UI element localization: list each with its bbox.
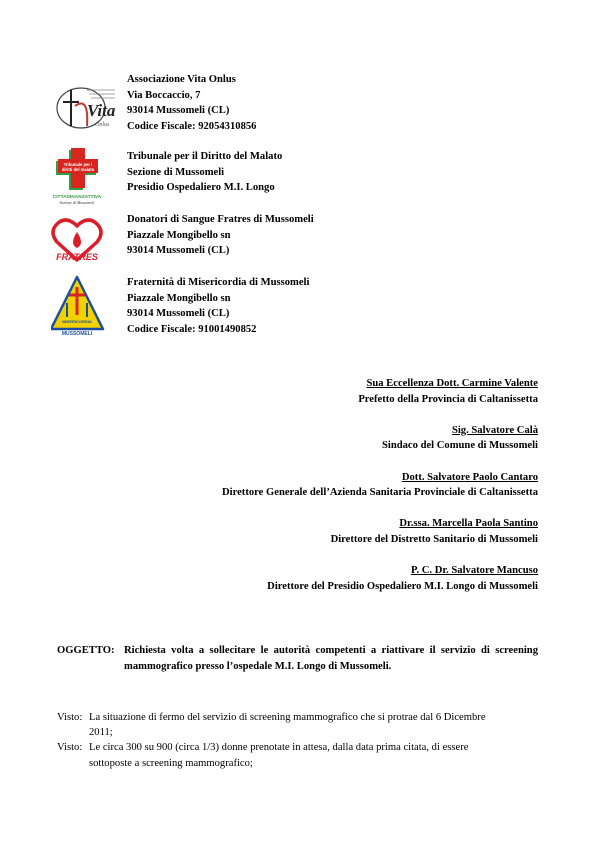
sender-vita-onlus <box>51 72 351 136</box>
addressee <box>222 516 538 547</box>
sender-section: Sezione di Mussomeli <box>127 166 225 178</box>
addressee-name: Dott. Salvatore Paolo Cantaro <box>401 471 538 483</box>
consideration-text: Le circa 300 su 900 (circa 1/3) donne prenotate in attesa, dalla data prima citata, di essere sottoposte a screening mammografico; <box>89 742 469 769</box>
addressee <box>222 376 538 407</box>
sender-lines <box>127 275 309 337</box>
sender-address: Piazzale Mongibello sn <box>127 229 231 241</box>
sender-fratres <box>51 212 351 262</box>
consideration-item <box>57 740 538 770</box>
addressee-role: Direttore del Distretto Sanitario di Mussomeli <box>330 533 538 545</box>
sender-hospital: Presidio Ospedaliero M.I. Longo <box>127 182 275 194</box>
tdm-logo-line1: Tribunale per i <box>63 162 93 167</box>
addressee-name: Sua Eccellenza Dott. Carmine Valente <box>366 378 538 389</box>
misericordia-logo-line2: MUSSOMELI <box>61 331 93 337</box>
fratres-logo-text: FRATRES <box>56 252 98 262</box>
addressee-role: Sindaco del Comune di Mussomeli <box>382 440 538 452</box>
addressee-role: Direttore Generale dell’Azienda Sanitaria Provinciale di Caltanissetta <box>221 487 538 499</box>
vita-onlus-logo <box>51 76 123 138</box>
sender-tax-code: Codice Fiscale: 92054310856 <box>127 120 257 132</box>
sender-city: 93014 Mussomeli (CL) <box>127 308 230 320</box>
sender-address: Via Boccaccio, 7 <box>127 89 201 101</box>
sender-city: 93014 Mussomeli (CL) <box>127 245 230 257</box>
sender-name: Associazione Vita Onlus <box>127 74 236 85</box>
subject-block <box>57 643 538 674</box>
sender-lines <box>127 212 314 259</box>
cittadinanzattiva-logo <box>51 146 123 206</box>
sender-address: Piazzale Mongibello sn <box>127 292 231 304</box>
sender-tribunale-diritto-malato <box>51 149 351 209</box>
misericordia-logo-line1: MISERICORDIA <box>62 319 92 324</box>
consideration-label: Visto: <box>57 712 83 723</box>
sender-name: Donatori di Sangue Fratres di Mussomeli <box>127 214 314 225</box>
sender-name: Fraternità di Misericordia di Mussomeli <box>127 277 310 288</box>
tdm-logo-line4: Sezione di Mussomeli <box>59 200 95 205</box>
fratres-logo <box>51 214 123 264</box>
vita-logo-text: Vita <box>87 101 116 120</box>
consideration-text: La situazione di fermo del servizio di screening mammografico che si protrae dal 6 Dicembre 2011; <box>89 712 486 739</box>
addressee-name: Sig. Salvatore Calà <box>451 424 538 436</box>
consideration-item <box>57 710 538 740</box>
sender-city: 93014 Mussomeli (CL) <box>127 105 230 117</box>
tdm-logo-line2: diritti del malato <box>61 167 95 172</box>
onlus-logo-text: Onlus <box>95 122 110 128</box>
misericordia-logo <box>51 275 123 337</box>
sender-name: Tribunale per il Diritto del Malato <box>127 151 283 162</box>
tdm-logo-line3: CITTADINANZATTIVA <box>52 195 102 200</box>
addressee-name: P. C. Dr. Salvatore Mancuso <box>410 565 538 577</box>
addressee-role: Prefetto della Provincia di Caltanissetta <box>358 393 538 405</box>
addressee <box>222 470 538 501</box>
considerations-block <box>57 710 538 771</box>
addressee-name: Dr.ssa. Marcella Paola Santino <box>399 518 538 530</box>
sender-lines <box>127 149 282 196</box>
subject-text: Richiesta volta a sollecitare le autorità competenti a riattivare il servizio di screening mammografico presso l’ospedale M.I. Longo di Mussomeli. <box>124 645 538 672</box>
subject-label: OGGETTO: <box>57 645 115 656</box>
sender-misericordia <box>51 275 351 339</box>
addressee-role: Direttore del Presidio Ospedaliero M.I. Longo di Mussomeli <box>267 580 538 592</box>
addressee <box>222 423 538 454</box>
consideration-label: Visto: <box>57 742 83 754</box>
sender-lines <box>127 72 256 134</box>
addressee <box>222 563 538 594</box>
addressee-block <box>222 376 538 610</box>
sender-tax-code: Codice Fiscale: 91001490852 <box>127 323 257 335</box>
